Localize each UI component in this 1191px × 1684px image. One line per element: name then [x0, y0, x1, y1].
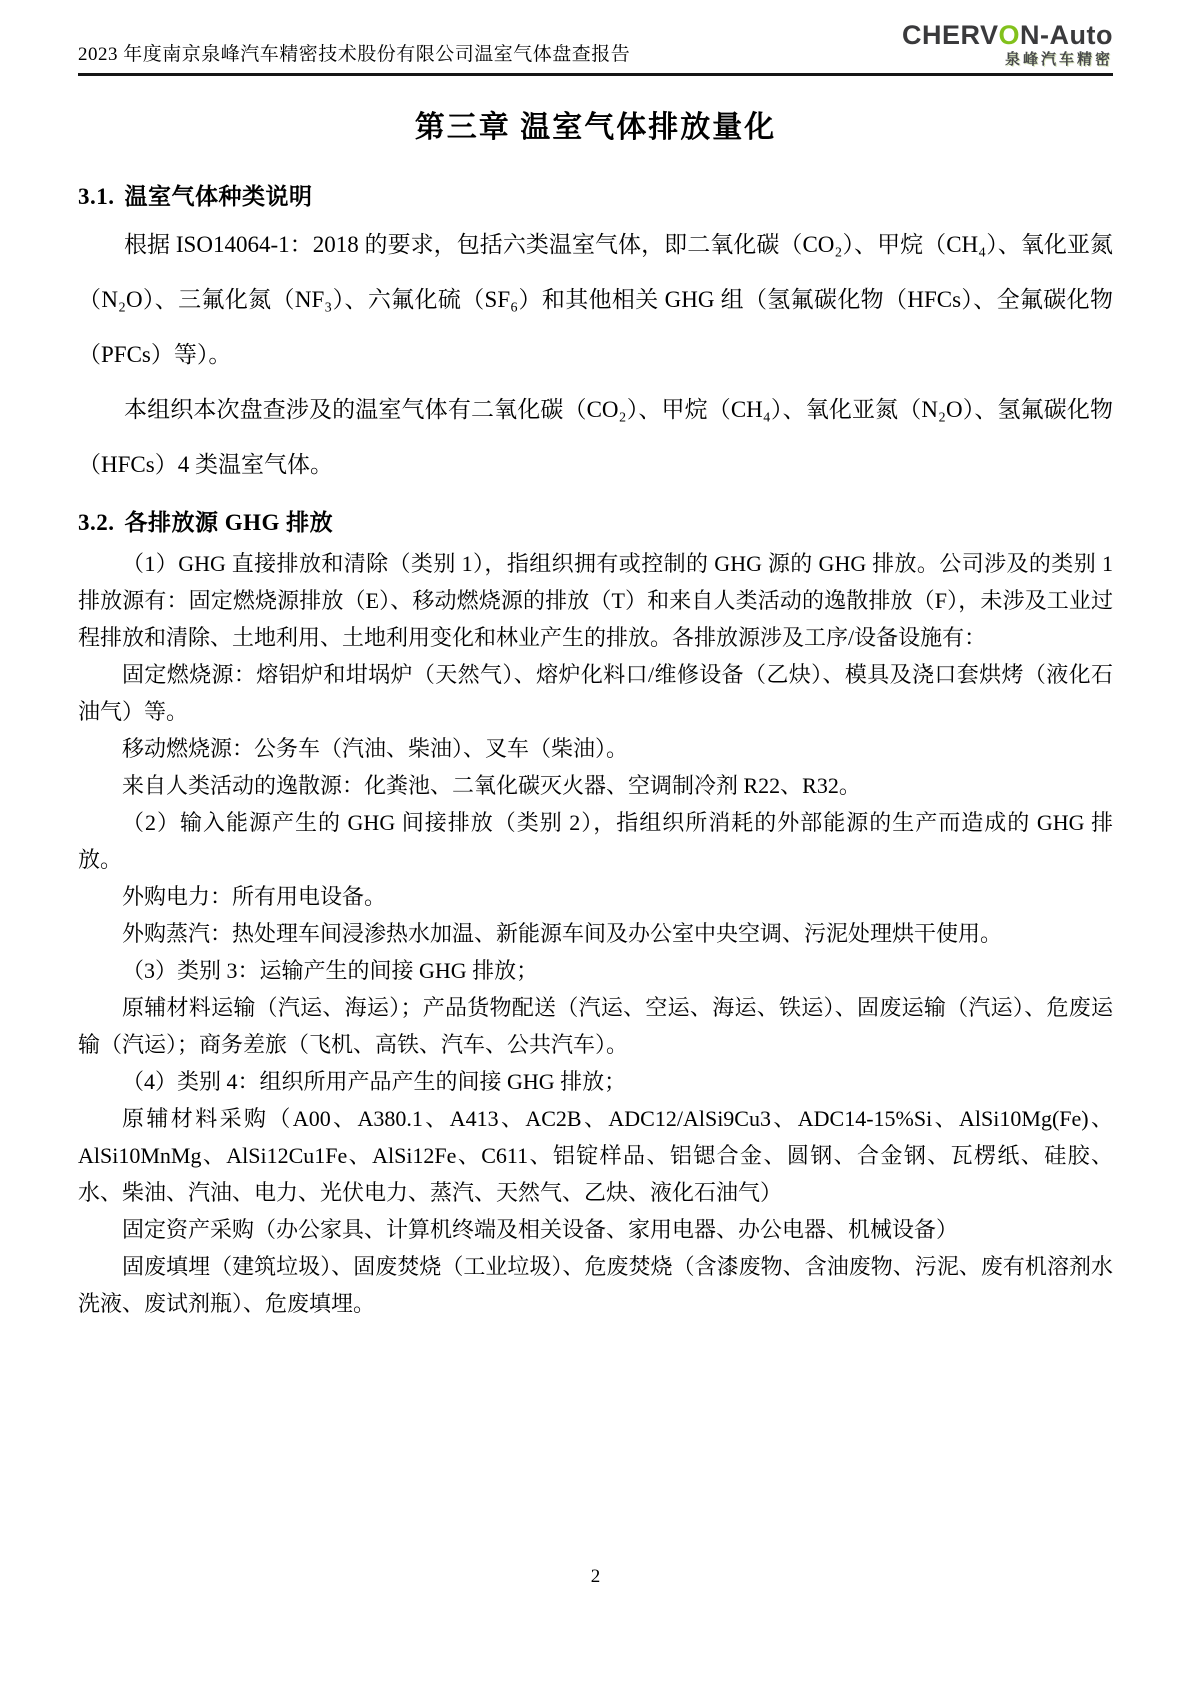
paragraph: （1）GHG 直接排放和清除（类别 1），指组织拥有或控制的 GHG 源的 GHG 排放。公司涉及的类别 1 排放源有：固定燃烧源排放（E）、移动燃烧源的排放（T）和来自人类活动的逸散排放（F），未涉及工业过程排放和清除、土地利用、土地利用变化和林业产生的排放。各排放源涉及工序/设备设施有：	[78, 551, 1113, 650]
paragraph: （3）类别 3：运输产生的间接 GHG 排放；	[122, 958, 539, 983]
chapter-title: 第三章 温室气体排放量化	[414, 111, 777, 144]
page-footer	[0, 1566, 1191, 1588]
section-3-1-title: 温室气体种类说明	[124, 184, 313, 209]
paragraph: 本组织本次盘查涉及的温室气体有二氧化碳（CO₂）、甲烷（CH₄）、氧化亚氮（N₂O）、氢氟碳化物（HFCs）4 类温室气体。	[78, 397, 1113, 477]
paragraph: 固定资产采购（办公家具、计算机终端及相关设备、家用电器、办公电器、机械设备）	[122, 1217, 959, 1242]
page-header	[78, 22, 1113, 76]
logo-o-ring-icon: O	[998, 20, 1021, 50]
section-3-2-title: 各排放源 GHG 排放	[124, 510, 334, 535]
section-3-2-number: 3.2.	[78, 510, 115, 535]
logo-text-suffix: N-Auto	[1020, 20, 1113, 50]
chervon-auto-logo	[902, 22, 1113, 68]
paragraph: 外购电力：所有用电设备。	[122, 884, 387, 909]
paragraph: 移动燃烧源：公务车（汽油、柴油）、叉车（柴油）。	[122, 736, 629, 761]
section-3-1-body	[78, 217, 1113, 492]
paragraph: 来自人类活动的逸散源：化粪池、二氧化碳灭火器、空调制冷剂 R22、R32。	[122, 773, 861, 798]
paragraph: （2）输入能源产生的 GHG 间接排放（类别 2），指组织所消耗的外部能源的生产而造成的 GHG 排放。	[78, 810, 1113, 872]
logo-subtext: 泉峰汽车精密	[1004, 51, 1113, 68]
paragraph: 原辅材料运输（汽运、海运）；产品货物配送（汽运、空运、海运、铁运）、固废运输（汽运）、危废运输（汽运）；商务差旅（飞机、高铁、汽车、公共汽车）。	[78, 995, 1113, 1057]
section-3-1-number: 3.1.	[78, 184, 115, 209]
logo-text-prefix: CHERV	[901, 20, 999, 50]
section-3-1-heading	[78, 178, 1113, 211]
paragraph: 外购蒸汽：热处理车间浸渗热水加温、新能源车间及办公室中央空调、污泥处理烘干使用。	[122, 921, 1003, 946]
logo-wordmark	[902, 22, 1113, 49]
paragraph: 根据 ISO14064-1：2018 的要求，包括六类温室气体，即二氧化碳（CO₂）、甲烷（CH₄）、氧化亚氮（N₂O）、三氟化氮（NF₃）、六氟化硫（SF₆）和其他相关 GHG 组（氢氟碳化物（HFCs）、全氟碳化物（PFCs）等）。	[78, 232, 1113, 367]
paragraph: 固定燃烧源：熔铝炉和坩埚炉（天然气）、熔炉化料口/维修设备（乙炔）、模具及浇口套烘烤（液化石油气）等。	[78, 662, 1113, 724]
paragraph: 原辅材料采购（A00、A380.1、A413、AC2B、ADC12/AlSi9Cu3、ADC14-15%Si、AlSi10Mg(Fe)、AlSi10MnMg、AlSi12Cu1Fe、AlSi12Fe、C611、铝锭样品、铝锶合金、圆钢、合金钢、瓦楞纸、硅胶、水、柴油、汽油、电力、光伏电力、蒸汽、天然气、乙炔、液化石油气）	[78, 1106, 1113, 1205]
section-3-2-body	[78, 545, 1113, 1322]
paragraph: （4）类别 4：组织所用产品产生的间接 GHG 排放；	[122, 1069, 627, 1094]
report-header-text: 2023 年度南京泉峰汽车精密技术股份有限公司温室气体盘查报告	[78, 44, 631, 65]
paragraph: 固废填埋（建筑垃圾）、固废焚烧（工业垃圾）、危废焚烧（含漆废物、含油废物、污泥、废有机溶剂水洗液、废试剂瓶）、危废填埋。	[78, 1254, 1113, 1316]
page-number: 2	[590, 1566, 601, 1587]
section-3-2-heading	[78, 504, 1113, 537]
